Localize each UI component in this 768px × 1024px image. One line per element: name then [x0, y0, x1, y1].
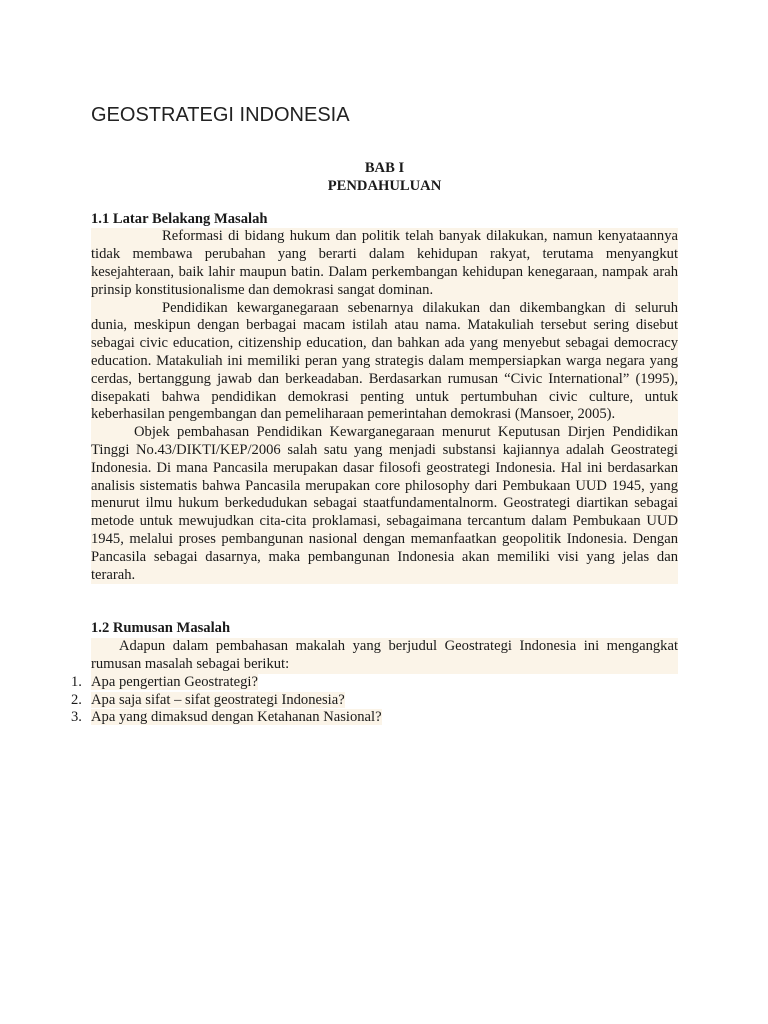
list-text: Apa saja sifat – sifat geostrategi Indonesia? [91, 691, 345, 708]
problem-list [71, 673, 678, 727]
chapter-title: PENDAHULUAN [327, 177, 442, 194]
list-item [71, 691, 678, 710]
list-text: Apa yang dimaksud dengan Ketahanan Nasional? [91, 709, 382, 726]
section-heading-latar-belakang: 1.1 Latar Belakang Masalah [91, 210, 268, 227]
section-spacer [91, 584, 678, 620]
document-body [71, 160, 678, 727]
paragraph: Reformasi di bidang hukum dan politik telah banyak dilakukan, namun kenyataannya tidak membawa perubahan yang berarti dalam kehidupan rakyat, terutama menyangkut kesejahteraan, baik lahir maupun batin. Dalam perkembangan kehidupan kenegaraan, nampak arah prinsip konstitusionalisme dan demokrasi sangat dominan. [91, 228, 678, 298]
list-item [71, 709, 678, 727]
chapter-number: BAB I [364, 160, 405, 176]
paragraph: Pendidikan kewarganegaraan sebenarnya dilakukan dan dikembangkan di seluruh dunia, meskipun dengan berbagai macam istilah atau nama. Matakuliah tersebut sering disebut sebagai civic education, citizenship education, dan bahkan ada yang menyebut sebagai democracy education. Matakuliah ini memiliki peran yang strategis dalam mempersiapkan warga negara yang cerdas, bertanggung jawab dan berkeadaban. Berdasarkan rumusan “Civic International” (1995), disepakati bahwa pendidikan demokrasi penting untuk pertumbuhan civic culture, untuk keberhasilan pengembangan dan pemeliharaan pemerintahan demokrasi (Mansoer, 2005). [91, 299, 678, 423]
list-number: 3. [71, 709, 82, 726]
section-heading-rumusan-masalah: 1.2 Rumusan Masalah [91, 620, 231, 637]
list-item [71, 673, 678, 692]
list-text: Apa pengertian Geostrategi? [91, 673, 258, 690]
list-number: 2. [71, 691, 82, 708]
paragraph: Adapun dalam pembahasan makalah yang berjudul Geostrategi Indonesia ini mengangkat rumusan masalah sebagai berikut: [91, 638, 678, 672]
page-title: GEOSTRATEGI INDONESIA [91, 104, 350, 126]
paragraph: Objek pembahasan Pendidikan Kewarganegaraan menurut Keputusan Dirjen Pendidikan Tinggi No.43/DIKTI/KEP/2006 salah satu yang menjadi substansi kajiannya adalah Geostrategi Indonesia. Di mana Pancasila merupakan dasar filosofi geostrategi Indonesia. Hal ini berdasarkan analisis sistematis bahwa Pancasila merupakan core philosophy dari Pembukaan UUD 1945, yang menurut ilmu hukum berkedudukan sebagai staatfundamentalnorm. Geostrategi diartikan sebagai metode untuk mewujudkan cita-cita proklamasi, sebagaimana tercantum dalam Pembukaan UUD 1945, melalui proses pembangunan nasional dengan memanfaatkan geopolitik Indonesia. Dengan Pancasila sebagai dasarnya, maka pembangunan Indonesia akan memiliki visi yang jelas dan terarah. [91, 424, 678, 583]
list-number: 1. [71, 673, 82, 690]
